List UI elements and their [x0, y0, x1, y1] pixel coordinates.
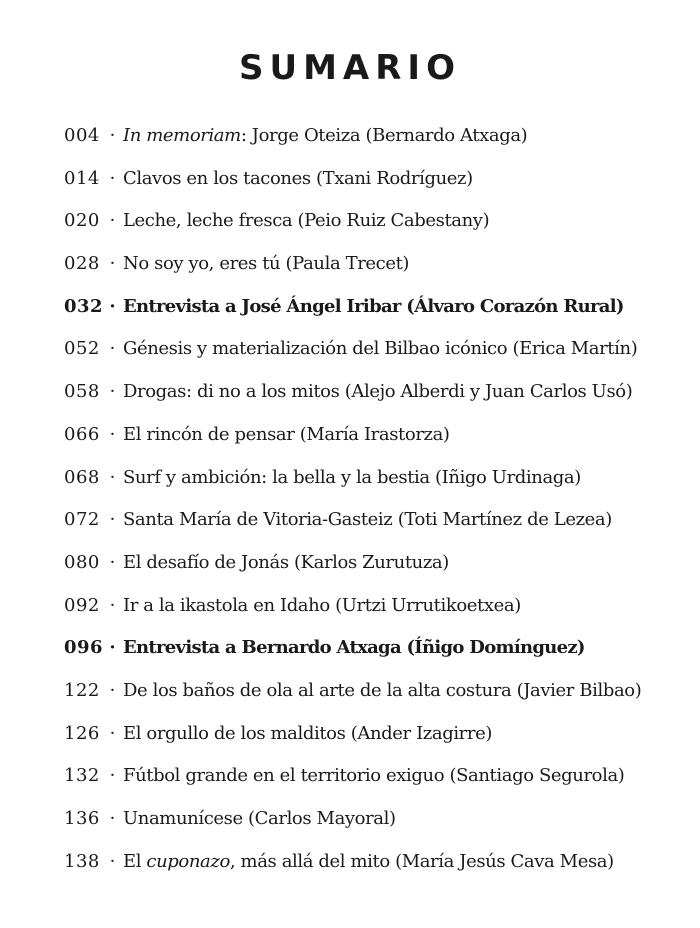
separator-dot: ·	[109, 381, 116, 403]
entry-title-text: Surf y ambición: la bella y la bestia (Iñigo Urdinaga)	[123, 466, 581, 488]
toc-entry-080[interactable]	[64, 542, 684, 585]
separator-dot: ·	[109, 594, 116, 616]
entry-title	[123, 115, 527, 158]
entry-title-text: De los baños de ola al arte de la alta costura (Javier Bilbao)	[123, 679, 642, 701]
entry-title	[123, 798, 396, 841]
toc-entry-092[interactable]	[64, 585, 684, 628]
separator-dot: ·	[109, 423, 116, 445]
entry-title-text: Drogas: di no a los mitos (Alejo Alberdi y Juan Carlos Usó)	[123, 381, 633, 403]
entry-title-text: No soy yo, eres tú (Paula Trecet)	[123, 253, 410, 275]
page-number: 052	[64, 338, 100, 360]
separator-dot: ·	[109, 338, 116, 360]
toc-entry-096[interactable]	[64, 627, 684, 670]
separator-dot: ·	[109, 167, 116, 189]
page-number: 138	[64, 850, 100, 872]
separator-dot: ·	[109, 637, 116, 659]
page-number: 020	[64, 210, 100, 232]
entry-title-text: Unamunícese (Carlos Mayoral)	[123, 808, 396, 829]
entry-title	[123, 542, 449, 585]
toc-entry-066[interactable]	[64, 414, 684, 457]
entry-title-text-after: : Jorge Oteiza (Bernardo Atxaga)	[240, 125, 528, 146]
page-number: 126	[64, 722, 100, 744]
separator-dot: ·	[109, 722, 116, 744]
toc-entry-028[interactable]	[64, 243, 684, 286]
page-number: 068	[64, 466, 100, 488]
entry-title	[123, 158, 473, 201]
toc-entry-122[interactable]	[64, 670, 684, 713]
separator-dot: ·	[109, 509, 116, 531]
entry-title	[123, 627, 585, 670]
entry-title	[123, 755, 624, 798]
page-number: 080	[64, 551, 100, 573]
separator-dot: ·	[109, 210, 116, 232]
page-number: 058	[64, 381, 100, 403]
page-number: 092	[64, 594, 100, 616]
separator-dot: ·	[109, 295, 116, 317]
entry-title-text: Entrevista a Bernardo Atxaga (Íñigo Domínguez)	[123, 637, 585, 659]
page-number: 066	[64, 423, 100, 445]
toc-entry-068[interactable]	[64, 457, 684, 500]
page-number: 132	[64, 765, 100, 787]
toc-entry-126[interactable]	[64, 713, 684, 756]
page-number: 096	[64, 637, 104, 659]
entry-title	[123, 841, 614, 884]
entry-title	[123, 499, 612, 542]
entry-title-text: El orgullo de los malditos (Ander Izagirre)	[123, 722, 492, 744]
entry-title-text: Entrevista a José Ángel Iribar (Álvaro Corazón Rural)	[123, 295, 624, 317]
separator-dot: ·	[109, 765, 116, 787]
page-number: 122	[64, 679, 100, 701]
entry-title-text: El	[123, 850, 147, 872]
entry-title	[123, 328, 637, 371]
separator-dot: ·	[109, 679, 116, 701]
entry-title	[123, 457, 581, 500]
entry-title	[123, 371, 632, 414]
separator-dot: ·	[109, 551, 116, 573]
toc-entry-132[interactable]	[64, 755, 684, 798]
entry-title	[123, 585, 521, 628]
page-number: 032	[64, 295, 104, 317]
toc-entry-072[interactable]	[64, 499, 684, 542]
toc-entry-032[interactable]	[64, 286, 684, 329]
entry-title-text: Génesis y materialización del Bilbao icónico (Erica Martín)	[123, 338, 638, 360]
separator-dot: ·	[109, 466, 116, 488]
entry-title-text: Fútbol grande en el territorio exiguo (Santiago Segurola)	[123, 765, 625, 787]
toc-entry-058[interactable]	[64, 371, 684, 414]
separator-dot: ·	[109, 850, 116, 872]
entry-title-text: El rincón de pensar (María Irastorza)	[123, 423, 450, 445]
entry-title-text: Ir a la ikastola en Idaho (Urtzi Urrutikoetxea)	[123, 594, 521, 616]
page-number: 072	[64, 509, 100, 531]
table-of-contents	[64, 115, 684, 883]
entry-title	[123, 200, 489, 243]
entry-title-text: Santa María de Vitoria-Gasteiz (Toti Martínez de Lezea)	[123, 509, 612, 531]
toc-entry-136[interactable]	[64, 798, 684, 841]
page-number: 136	[64, 808, 100, 829]
entry-title-italic: cuponazo	[146, 850, 230, 872]
toc-entry-138[interactable]	[64, 841, 684, 884]
separator-dot: ·	[109, 125, 116, 146]
toc-entry-004[interactable]	[64, 115, 684, 158]
separator-dot: ·	[109, 253, 116, 275]
page-number: 004	[64, 125, 100, 146]
entry-title-text: Leche, leche fresca (Peio Ruiz Cabestany)	[123, 210, 490, 232]
entry-title-text: Clavos en los tacones (Txani Rodríguez)	[123, 167, 473, 189]
entry-title-text: El desafío de Jonás (Karlos Zurutuza)	[123, 551, 449, 573]
page-number: 028	[64, 253, 100, 275]
toc-entry-020[interactable]	[64, 200, 684, 243]
entry-title	[123, 670, 641, 713]
entry-title	[123, 713, 492, 756]
entry-title	[123, 286, 624, 329]
toc-entry-014[interactable]	[64, 158, 684, 201]
entry-title-text-after: , más allá del mito (María Jesús Cava Mesa)	[229, 850, 614, 872]
entry-title	[123, 243, 409, 286]
page-title: SUMARIO	[239, 48, 461, 88]
separator-dot: ·	[109, 808, 116, 829]
page-number: 014	[64, 167, 100, 189]
entry-title-italic: In memoriam	[123, 125, 241, 146]
entry-title	[123, 414, 450, 457]
toc-entry-052[interactable]	[64, 328, 684, 371]
